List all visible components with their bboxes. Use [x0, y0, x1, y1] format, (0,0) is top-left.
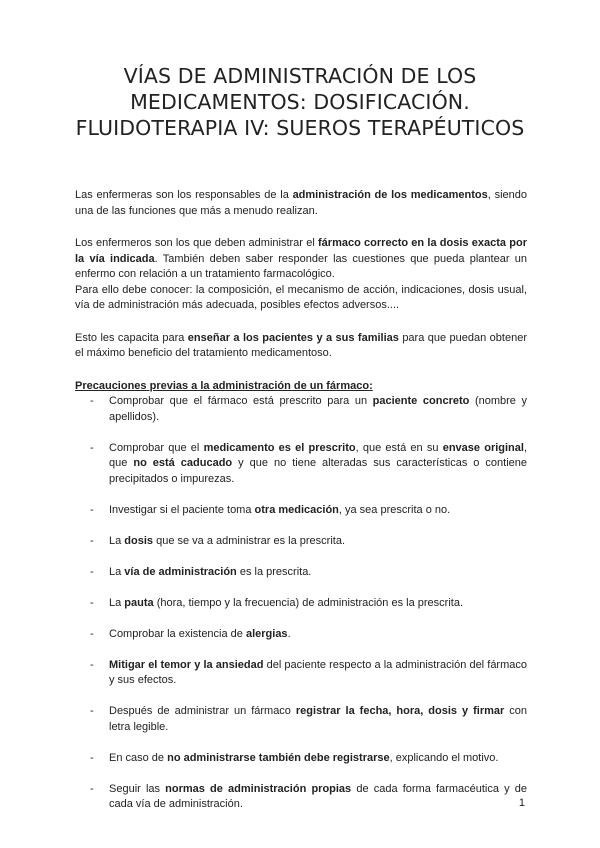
text-run: Los enfermeros son los que deben administrar el — [75, 237, 319, 249]
dash-bullet: - — [90, 596, 94, 609]
list-item: - Comprobar la existencia de alergias. — [75, 627, 527, 643]
dash-bullet: - — [90, 658, 94, 671]
list-item: - Mitigar el temor y la ansiedad del paciente respecto a la administración del fármaco y sus efectos. — [90, 658, 527, 686]
bold-text: enseñar a los pacientes y a sus familias — [187, 331, 399, 344]
dash-bullet: - — [90, 627, 94, 640]
list-item: - La dosis que se va a administrar es la prescrita. — [75, 534, 527, 550]
text-run: Las enfermeras son los responsables de la — [75, 189, 293, 201]
list-item: - Después de administrar un fármaco registrar la fecha, hora, dosis y firmar con letra legible. — [90, 705, 527, 733]
paragraph-education — [75, 331, 527, 362]
paragraph-responsibility — [75, 236, 527, 283]
dash-bullet: - — [90, 441, 94, 454]
text-run: , siendo una de las funciones que más a menudo realizan. — [75, 189, 527, 217]
heading-text: Precauciones previas a la administración de un fármaco — [75, 379, 370, 392]
list-item: - En caso de no administrarse también debe registrarse, explicando el motivo. — [75, 751, 527, 767]
list-item: - Comprobar que el medicamento es el prescrito, que está en su envase original, que no está caducado y que no tiene alteradas sus características o contiene precipitados o impurezas. — [90, 441, 528, 485]
dash-bullet: - — [90, 565, 94, 578]
dash-bullet: - — [90, 395, 94, 407]
text-run: Esto les capacita para — [75, 331, 188, 344]
bold-text: fármaco correcto en la dosis exacta por la vía indicada — [75, 237, 527, 265]
page-number: 1 — [518, 797, 525, 809]
paragraph-knowledge: Para ello debe conocer: la composición, el mecanismo de acción, indicaciones, dosis usual, vía de administración más adecuada, posibles efectos adversos.... — [75, 283, 527, 311]
dash-bullet: - — [90, 751, 94, 764]
precautions-list — [75, 394, 527, 813]
text-run: para que puedan obtener el máximo beneficio del tratamiento medicamentoso. — [75, 331, 527, 359]
dash-bullet: - — [90, 705, 94, 717]
list-item: - Seguir las normas de administración propias de cada forma farmacéutica y de cada vía de administración. — [90, 782, 527, 810]
document-title: VÍAS DE ADMINISTRACIÓN DE LOS MEDICAMENTOS: DOSIFICACIÓN. FLUIDOTERAPIA IV: SUEROS TERAPÉUTICOS — [75, 64, 525, 140]
paragraph-intro — [75, 188, 527, 219]
text-run: . También deben saber responder las cuestiones que pueda plantear un enfermo con relación a un tratamiento farmacológico. — [75, 252, 528, 280]
heading-colon: : — [369, 379, 373, 392]
list-item: - La vía de administración es la prescrita. — [75, 565, 527, 581]
bold-text: administración de los medicamentos — [292, 189, 488, 201]
dash-bullet: - — [90, 503, 94, 516]
list-item: - Comprobar que el fármaco está prescrito para un paciente concreto (nombre y apellidos). — [90, 395, 528, 423]
list-item: - Investigar si el paciente toma otra medicación, ya sea prescrita o no. — [75, 503, 527, 519]
dash-bullet: - — [90, 534, 94, 547]
precautions-heading — [75, 379, 527, 395]
document-body — [75, 188, 527, 828]
list-item: - La pauta (hora, tiempo y la frecuencia) de administración es la prescrita. — [75, 596, 527, 612]
dash-bullet: - — [90, 782, 94, 795]
